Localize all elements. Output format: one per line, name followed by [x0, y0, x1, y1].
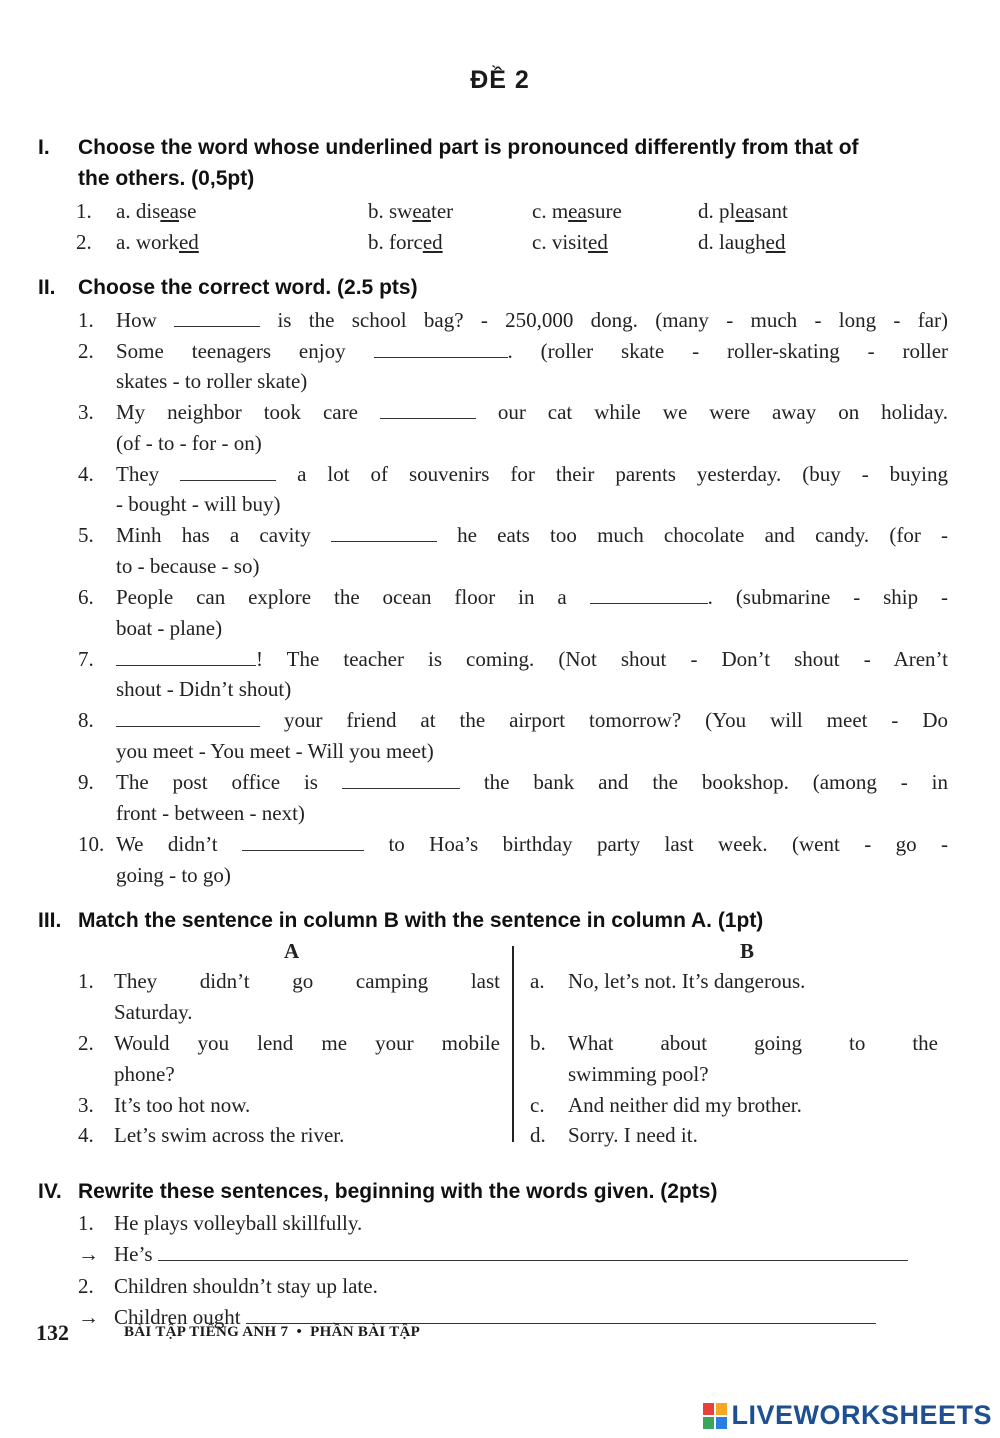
s1-row-1-option-b [368, 196, 453, 227]
s1-row-1-option-d [698, 196, 788, 227]
option-text: b. sw [368, 199, 413, 223]
col-a-item-1-cont: Saturday. [114, 1000, 193, 1024]
answer-blank[interactable] [331, 523, 437, 542]
s2-item-3-continuation: (of - to - for - on) [116, 431, 262, 455]
s2-item-number: 6. [78, 585, 94, 609]
col-a-number: 4. [78, 1123, 94, 1147]
arrow-icon: → [78, 1242, 99, 1266]
footer-bullet: • [296, 1324, 303, 1340]
s4-item-1-sentence: He plays volleyball skillfully. [114, 1211, 363, 1235]
s4-item-number: 1. [78, 1211, 94, 1235]
col-b-item-b-cont: swimming pool? [568, 1062, 709, 1086]
s2-item-8 [116, 705, 948, 736]
underlined-part: ea [568, 199, 587, 223]
page-title: ĐỀ 2 [470, 66, 530, 94]
option-text: ter [431, 199, 454, 223]
question-text: your friend at the airport tomorrow? (You will meet - Do [283, 708, 948, 732]
option-text: sant [754, 199, 788, 223]
underlined-part: ed [588, 230, 608, 254]
s2-item-number: 3. [78, 400, 94, 424]
s2-item-2 [116, 336, 948, 367]
s1-row-2-option-d [698, 227, 785, 258]
answer-blank[interactable] [242, 832, 364, 851]
s1-row-2-option-b [368, 227, 443, 258]
question-text: We didn’t [116, 832, 218, 856]
s2-item-number: 5. [78, 523, 94, 547]
logo-square [703, 1417, 714, 1429]
s2-item-4-continuation: - bought - will buy) [116, 492, 281, 516]
question-text: The post office is [116, 770, 318, 794]
s2-item-5-continuation: to - because - so) [116, 554, 260, 578]
section-3-heading [38, 905, 958, 936]
section-4-title: Rewrite these sentences, beginning with the words given. (2pts) [78, 1180, 718, 1203]
col-b-item-b: What about going to the [568, 1031, 938, 1055]
answer-blank[interactable] [116, 708, 260, 727]
col-a-number: 1. [78, 969, 94, 993]
s2-item-number: 10. [78, 832, 105, 856]
answer-blank[interactable] [374, 339, 508, 358]
question-text: Some teenagers enjoy [116, 339, 346, 363]
logo-square [716, 1417, 727, 1429]
question-text: . (submarine - ship - [707, 585, 949, 609]
section-4-number: IV. [38, 1180, 62, 1203]
s2-item-1 [116, 305, 948, 336]
question-text: our cat while we were away on holiday. [497, 400, 949, 424]
s4-item-1-start: He’s [114, 1242, 153, 1266]
question-text: is the school bag? - 250,000 dong. (many - much - long - far) [277, 308, 949, 332]
s1-row-1-option-c [532, 196, 622, 227]
rewrite-answer-line[interactable] [246, 1305, 876, 1324]
rewrite-answer-line[interactable] [158, 1242, 908, 1261]
col-b-item-d: Sorry. I need it. [568, 1123, 698, 1147]
col-a-item-1: They didn’t go camping last [114, 969, 500, 993]
s2-item-8-continuation: you meet - You meet - Will you meet) [116, 739, 434, 763]
logo-square [716, 1403, 727, 1415]
s2-item-number: 1. [78, 308, 94, 332]
option-text: a. work [116, 230, 179, 254]
s1-row-number: 2. [76, 230, 92, 254]
logo-square [703, 1403, 714, 1415]
liveworksheets-logo-icon [703, 1403, 727, 1429]
s2-item-6-continuation: boat - plane) [116, 616, 223, 640]
answer-blank[interactable] [180, 462, 276, 481]
underlined-part: ea [160, 199, 179, 223]
col-b-letter: a. [530, 969, 545, 993]
s4-item-number: 2. [78, 1274, 94, 1298]
section-2-title: Choose the correct word. (2.5 pts) [78, 276, 418, 299]
section-2-heading [38, 272, 958, 303]
s1-row-2-option-c [532, 227, 608, 258]
section-4-heading [38, 1176, 958, 1207]
col-b-letter: b. [530, 1031, 546, 1055]
underlined-part: ed [422, 230, 443, 254]
arrow-icon: → [78, 1305, 99, 1329]
question-text: . (roller skate - roller-skating - roller [507, 339, 949, 363]
s2-item-10 [116, 829, 948, 860]
section-3-title: Match the sentence in column B with the sentence in column A. (1pt) [78, 909, 764, 932]
section-3-number: III. [38, 909, 62, 932]
question-text: ! The teacher is coming. (Not shout - Don’t shout - Aren’t [256, 647, 948, 671]
question-text: People can explore the ocean floor in a [116, 585, 567, 609]
underlined-part: ed [178, 230, 199, 254]
question-text: Minh has a cavity [116, 523, 311, 547]
footer-book-title [124, 1324, 420, 1341]
answer-blank[interactable] [342, 770, 460, 789]
option-text: b. forc [368, 230, 423, 254]
s4-item-2-start: Children ought [114, 1305, 241, 1329]
s2-item-number: 8. [78, 708, 94, 732]
section-1-title-line2: the others. (0,5pt) [78, 167, 255, 190]
question-text: he eats too much chocolate and candy. (for - [457, 523, 949, 547]
liveworksheets-logo[interactable] [703, 1400, 992, 1431]
answer-blank[interactable] [174, 308, 260, 327]
s2-item-2-continuation: skates - to roller skate) [116, 369, 308, 393]
question-text: the bank and the bookshop. (among - in [483, 770, 949, 794]
answer-blank[interactable] [380, 400, 476, 419]
option-text: d. laugh [698, 230, 766, 254]
answer-blank[interactable] [116, 647, 256, 666]
col-b-letter: d. [530, 1123, 546, 1147]
option-text: a. dis [116, 199, 161, 223]
section-1-title-line1: Choose the word whose underlined part is pronounced differently from that of [78, 136, 859, 159]
option-text: d. pl [698, 199, 736, 223]
col-b-letter: c. [530, 1093, 545, 1117]
s2-item-6 [116, 582, 948, 613]
underlined-part: ea [412, 199, 431, 223]
s2-item-5 [116, 520, 948, 551]
column-a-header: A [284, 939, 300, 963]
column-b-header: B [740, 939, 755, 963]
s4-item-2-sentence: Children shouldn’t stay up late. [114, 1274, 378, 1298]
page-number: 132 [36, 1320, 69, 1345]
question-text: My neighbor took care [116, 400, 358, 424]
answer-blank[interactable] [590, 585, 708, 604]
col-a-number: 2. [78, 1031, 94, 1055]
logo-text: LIVEWORKSHEETS [731, 1400, 992, 1430]
option-text: c. visit [532, 230, 588, 254]
question-text: a lot of souvenirs for their parents yesterday. (buy - buying [297, 462, 948, 486]
question-text: How [116, 308, 157, 332]
col-b-item-a: No, let’s not. It’s dangerous. [568, 969, 806, 993]
s1-row-1 [76, 196, 92, 227]
option-text: sure [586, 199, 622, 223]
col-a-item-4: Let’s swim across the river. [114, 1123, 345, 1147]
column-divider [512, 946, 514, 1142]
s2-item-4 [116, 459, 948, 490]
col-a-number: 3. [78, 1093, 94, 1117]
s2-item-3 [116, 397, 948, 428]
section-1-number: I. [38, 136, 50, 159]
section-2-number: II. [38, 276, 56, 299]
option-text: c. m [532, 199, 569, 223]
s2-item-number: 9. [78, 770, 94, 794]
s2-item-9-continuation: front - between - next) [116, 801, 305, 825]
footer-part: PHẦN BÀI TẬP [310, 1324, 421, 1340]
col-a-item-3: It’s too hot now. [114, 1093, 251, 1117]
s1-row-1-option-a [116, 196, 196, 227]
s2-item-9 [116, 767, 948, 798]
option-text: se [178, 199, 197, 223]
s2-item-number: 2. [78, 339, 94, 363]
underlined-part: ed [765, 230, 786, 254]
footer-book: BÀI TẬP TIẾNG ANH 7 [124, 1324, 289, 1340]
s1-row-number: 1. [76, 199, 92, 223]
s2-item-7-continuation: shout - Didn’t shout) [116, 677, 292, 701]
underlined-part: ea [735, 199, 754, 223]
s4-item-1-answer-row [78, 1239, 908, 1270]
col-b-item-c: And neither did my brother. [568, 1093, 802, 1117]
section-1-heading [38, 132, 958, 194]
s1-row-2 [76, 227, 92, 258]
s2-item-number: 7. [78, 647, 94, 671]
question-text: to Hoa’s birthday party last week. (went - go - [388, 832, 949, 856]
col-a-item-2-cont: phone? [114, 1062, 175, 1086]
s2-item-10-continuation: going - to go) [116, 863, 231, 887]
s2-item-7 [116, 644, 948, 675]
s2-item-number: 4. [78, 462, 94, 486]
question-text: They [116, 462, 160, 486]
s1-row-2-option-a [116, 227, 199, 258]
col-a-item-2: Would you lend me your mobile [114, 1031, 500, 1055]
